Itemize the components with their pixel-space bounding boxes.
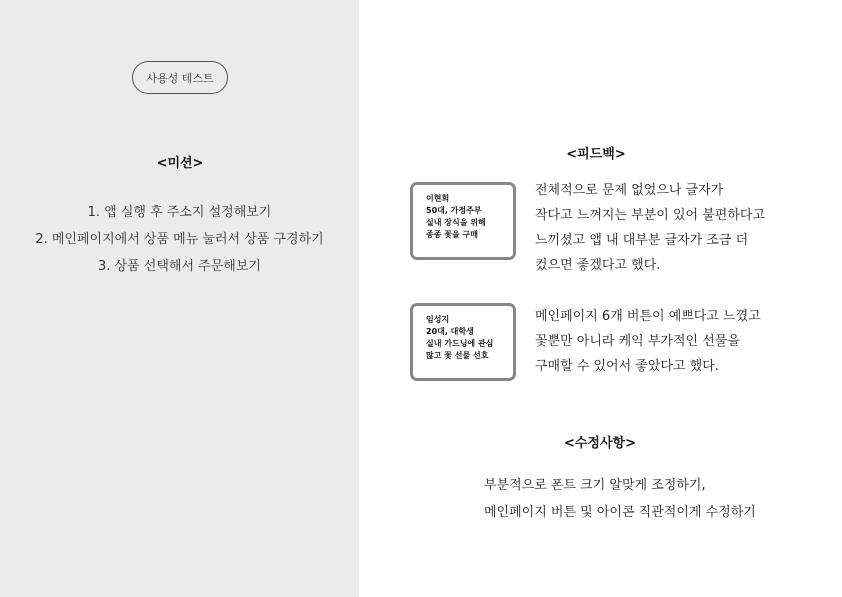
feedback-line: 메인페이지 6개 버튼이 예쁘다고 느꼈고 bbox=[535, 309, 761, 324]
feedback-line: 느끼셨고 앱 내 대부분 글자가 조금 더 bbox=[535, 233, 749, 248]
revision-item: 부분적으로 폰트 크기 알맞게 조정하기, bbox=[484, 478, 706, 493]
mission-item: 3. 상품 선택해서 주문해보기 bbox=[98, 259, 261, 274]
feedback-line: 꽃뿐만 아니라 케익 부가적인 선물을 bbox=[535, 334, 740, 349]
participant-feedback bbox=[535, 178, 765, 278]
participant-profile-line: 많고 꽃 선물 선호 bbox=[426, 351, 489, 360]
feedback-title: <피드백> bbox=[566, 147, 626, 162]
mission-item: 2. 메인페이지에서 상품 메뉴 눌러서 상품 구경하기 bbox=[35, 232, 324, 247]
participant-name: 이현희 bbox=[426, 194, 450, 203]
participant-profile-line: 실내 가드닝에 관심 bbox=[426, 339, 494, 348]
feedback-line: 구매할 수 있어서 좋았다고 했다. bbox=[535, 359, 719, 374]
mission-list bbox=[0, 199, 359, 280]
participant-feedback bbox=[535, 304, 761, 379]
usability-test-badge: 사용성 테스트 bbox=[132, 61, 228, 94]
revisions-title: <수정사항> bbox=[563, 436, 637, 451]
mission-item: 1. 앱 실행 후 주소지 설정해보기 bbox=[87, 205, 272, 220]
participant-profile-line: 20대, 대학생 bbox=[426, 327, 474, 336]
participant-card bbox=[410, 303, 516, 381]
participant-card bbox=[410, 182, 516, 260]
mission-title: <미션> bbox=[156, 156, 204, 171]
revision-item: 메인페이지 버튼 및 아이콘 직관적이게 수정하기 bbox=[484, 505, 756, 520]
participant-profile-line: 종종 꽃을 구매 bbox=[426, 230, 478, 239]
feedback-line: 전체적으로 문제 없었으나 글자가 bbox=[535, 183, 724, 198]
participant-profile-line: 실내 장식을 위해 bbox=[426, 218, 486, 227]
participant-profile-line: 50대, 가정주부 bbox=[426, 206, 482, 215]
revisions-list bbox=[484, 472, 756, 526]
mission-panel bbox=[0, 0, 359, 597]
feedback-line: 작다고 느껴지는 부분이 있어 불편하다고 bbox=[535, 208, 766, 223]
participant-name: 임성지 bbox=[426, 315, 450, 324]
feedback-line: 컸으면 좋겠다고 했다. bbox=[535, 258, 661, 273]
